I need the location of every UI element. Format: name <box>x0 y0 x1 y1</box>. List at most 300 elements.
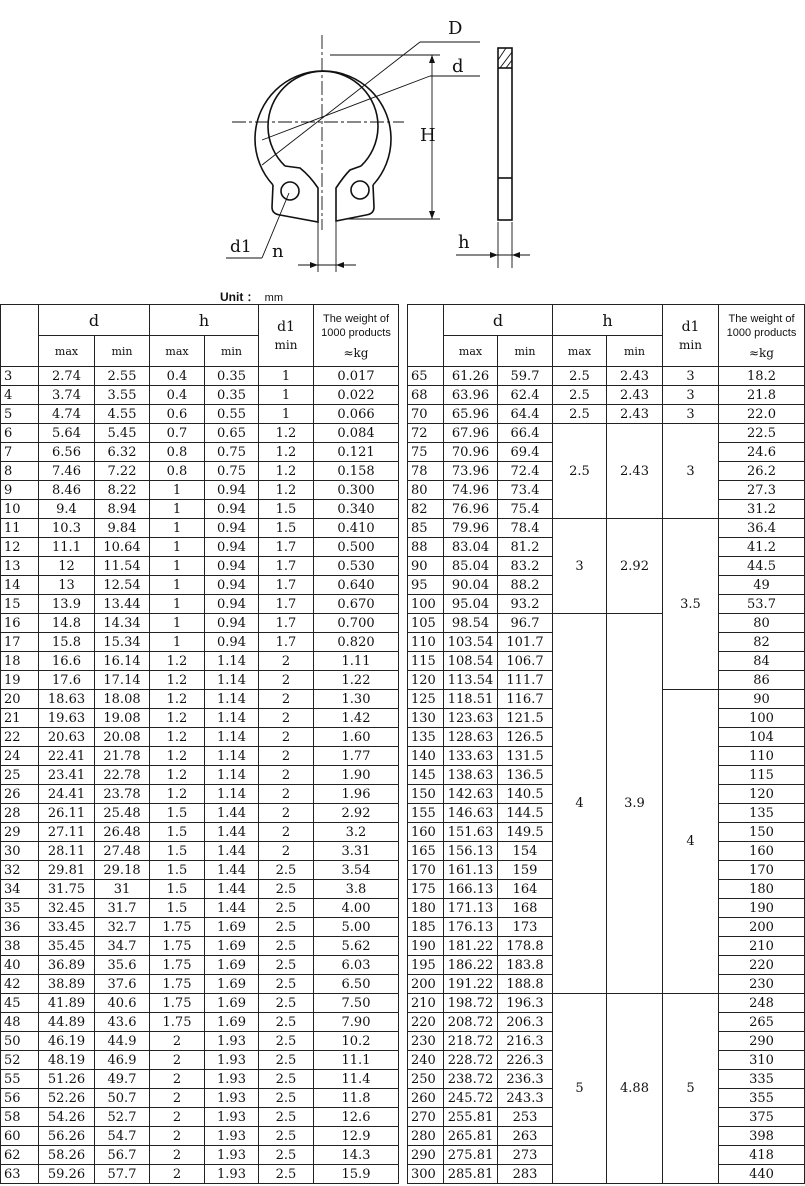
d-min-cell: 16.14 <box>95 652 150 671</box>
size-cell: 125 <box>408 690 444 709</box>
weight-cell: 44.5 <box>719 557 805 576</box>
label-D: D <box>448 18 463 39</box>
d-min-cell: 8.94 <box>95 500 150 519</box>
weight-cell: 0.500 <box>314 538 399 557</box>
d-min-cell: 131.5 <box>498 747 553 766</box>
d-min-cell: 44.9 <box>95 1032 150 1051</box>
weight-cell: 150 <box>719 823 805 842</box>
size-cell: 270 <box>408 1108 444 1127</box>
d-max-cell: 14.8 <box>39 614 95 633</box>
size-cell: 110 <box>408 633 444 652</box>
table-row <box>1 386 399 405</box>
h-min-cell: 0.35 <box>205 386 259 405</box>
h-min-cell: 1.69 <box>205 918 259 937</box>
h-min-cell: 1.14 <box>205 766 259 785</box>
d-max-cell: 22.41 <box>39 747 95 766</box>
d1-min-cell: 2.5 <box>259 1013 314 1032</box>
spec-table-right <box>407 304 805 1184</box>
h-max-cell: 1 <box>150 500 205 519</box>
weight-cell: 1.90 <box>314 766 399 785</box>
weight-cell: 3.8 <box>314 880 399 899</box>
h-min-cell: 1.44 <box>205 861 259 880</box>
table-row <box>1 842 399 861</box>
d-min-cell: 93.2 <box>498 595 553 614</box>
size-cell: 21 <box>1 709 39 728</box>
d1-min-cell: 2.5 <box>259 937 314 956</box>
d-min-cell: 64.4 <box>498 405 553 424</box>
d-min-cell: 27.48 <box>95 842 150 861</box>
h-max-cell: 1 <box>150 538 205 557</box>
size-cell: 35 <box>1 899 39 918</box>
header-weight: The weight of 1000 products ≈kg <box>719 305 805 367</box>
weight-cell: 18.2 <box>719 367 805 386</box>
d-min-cell: 40.6 <box>95 994 150 1013</box>
d-max-cell: 73.96 <box>444 462 498 481</box>
size-cell: 25 <box>1 766 39 785</box>
size-cell: 160 <box>408 823 444 842</box>
d1-min-cell: 2 <box>259 690 314 709</box>
d-max-cell: 245.72 <box>444 1089 498 1108</box>
unit-value: mm <box>264 292 283 304</box>
d-max-cell: 24.41 <box>39 785 95 804</box>
d-min-cell: 54.7 <box>95 1127 150 1146</box>
d-min-cell: 164 <box>498 880 553 899</box>
d-min-cell: 21.78 <box>95 747 150 766</box>
size-cell: 195 <box>408 956 444 975</box>
unit-label <box>220 288 283 305</box>
h-min-cell: 1.93 <box>205 1089 259 1108</box>
size-cell: 130 <box>408 709 444 728</box>
h-min-cell: 1.14 <box>205 690 259 709</box>
d-min-cell: 46.9 <box>95 1051 150 1070</box>
d1-min-cell: 2.5 <box>259 1108 314 1127</box>
weight-cell: 210 <box>719 937 805 956</box>
h-min-cell: 1.69 <box>205 994 259 1013</box>
d-max-cell: 123.63 <box>444 709 498 728</box>
h-min-cell: 1.69 <box>205 975 259 994</box>
weight-cell: 7.90 <box>314 1013 399 1032</box>
size-header <box>408 305 444 367</box>
d1-min-cell: 2 <box>259 842 314 861</box>
h-min-cell: 1.93 <box>205 1108 259 1127</box>
h-max-cell: 0.6 <box>150 405 205 424</box>
d1-min-cell: 2.5 <box>259 1032 314 1051</box>
table-row <box>1 1051 399 1070</box>
d-min-cell: 81.2 <box>498 538 553 557</box>
d1-min-cell: 5 <box>663 994 719 1184</box>
h-min-cell: 0.94 <box>205 576 259 595</box>
size-cell: 88 <box>408 538 444 557</box>
weight-cell: 418 <box>719 1146 805 1165</box>
h-max-cell: 1.5 <box>150 861 205 880</box>
d-min-cell: 31 <box>95 880 150 899</box>
h-min-cell: 2.43 <box>607 386 663 405</box>
d1-min-cell: 3.5 <box>663 519 719 690</box>
d-max-cell: 20.63 <box>39 728 95 747</box>
h-max-cell: 1.2 <box>150 747 205 766</box>
table-row <box>1 633 399 652</box>
weight-cell: 248 <box>719 994 805 1013</box>
weight-cell: 170 <box>719 861 805 880</box>
d-max-cell: 5.64 <box>39 424 95 443</box>
label-d1: d1 <box>230 237 252 257</box>
h-max-cell: 1 <box>150 595 205 614</box>
table-row <box>1 1127 399 1146</box>
size-cell: 240 <box>408 1051 444 1070</box>
size-cell: 28 <box>1 804 39 823</box>
d-max-cell: 255.81 <box>444 1108 498 1127</box>
d-min-cell: 2.55 <box>95 367 150 386</box>
d1-min-cell: 2 <box>259 728 314 747</box>
d1-min-cell: 2.5 <box>259 1127 314 1146</box>
d-max-cell: 79.96 <box>444 519 498 538</box>
weight-cell: 90 <box>719 690 805 709</box>
h-max-cell: 2 <box>150 1146 205 1165</box>
d-min-cell: 116.7 <box>498 690 553 709</box>
d-max-cell: 29.81 <box>39 861 95 880</box>
h-max-cell: 2.5 <box>553 424 607 519</box>
header-h: h <box>150 305 259 336</box>
d-min-cell: 216.3 <box>498 1032 553 1051</box>
d-min-cell: 106.7 <box>498 652 553 671</box>
d1-min-cell: 3 <box>663 386 719 405</box>
label-d: d <box>452 56 464 77</box>
d1-min-cell: 2.5 <box>259 861 314 880</box>
d-max-cell: 36.89 <box>39 956 95 975</box>
table-row <box>1 614 399 633</box>
size-cell: 300 <box>408 1165 444 1184</box>
weight-cell: 82 <box>719 633 805 652</box>
d-max-cell: 4.74 <box>39 405 95 424</box>
h-max-cell: 2.5 <box>553 367 607 386</box>
d-min-cell: 243.3 <box>498 1089 553 1108</box>
d-max-cell: 265.81 <box>444 1127 498 1146</box>
label-n: n <box>272 241 284 262</box>
d-min-cell: 154 <box>498 842 553 861</box>
table-row <box>1 709 399 728</box>
d-max-cell: 13 <box>39 576 95 595</box>
h-max-cell: 2 <box>150 1127 205 1146</box>
weight-cell: 6.50 <box>314 975 399 994</box>
weight-cell: 190 <box>719 899 805 918</box>
table-row <box>1 1032 399 1051</box>
size-cell: 63 <box>1 1165 39 1184</box>
d1-min-cell: 2 <box>259 747 314 766</box>
table-row <box>1 823 399 842</box>
d-min-cell: 206.3 <box>498 1013 553 1032</box>
d-max-cell: 58.26 <box>39 1146 95 1165</box>
d-min-cell: 7.22 <box>95 462 150 481</box>
h-max-cell: 1.5 <box>150 842 205 861</box>
size-cell: 290 <box>408 1146 444 1165</box>
h-max-cell: 1 <box>150 557 205 576</box>
table-row <box>1 690 399 709</box>
table-row <box>1 994 399 1013</box>
weight-cell: 7.50 <box>314 994 399 1013</box>
weight-cell: 120 <box>719 785 805 804</box>
table-row <box>1 538 399 557</box>
d-max-cell: 181.22 <box>444 937 498 956</box>
weight-cell: 21.8 <box>719 386 805 405</box>
d-min-cell: 72.4 <box>498 462 553 481</box>
table-row <box>1 766 399 785</box>
table-row <box>408 424 805 443</box>
table-row <box>1 956 399 975</box>
d-min-cell: 35.6 <box>95 956 150 975</box>
d-max-cell: 28.11 <box>39 842 95 861</box>
size-cell: 260 <box>408 1089 444 1108</box>
size-cell: 190 <box>408 937 444 956</box>
d1-min-cell: 1.7 <box>259 557 314 576</box>
d-max-cell: 11.1 <box>39 538 95 557</box>
d-min-cell: 15.34 <box>95 633 150 652</box>
d1-min-cell: 2.5 <box>259 975 314 994</box>
d-max-cell: 17.6 <box>39 671 95 690</box>
d1-min-cell: 1.2 <box>259 443 314 462</box>
d-min-cell: 236.3 <box>498 1070 553 1089</box>
weight-cell: 41.2 <box>719 538 805 557</box>
d-max-cell: 98.54 <box>444 614 498 633</box>
weight-cell: 0.670 <box>314 595 399 614</box>
size-cell: 36 <box>1 918 39 937</box>
d1-min-cell: 1.7 <box>259 595 314 614</box>
d-min-cell: 173 <box>498 918 553 937</box>
size-cell: 15 <box>1 595 39 614</box>
weight-cell: 0.640 <box>314 576 399 595</box>
header-d-min: min <box>95 336 150 367</box>
h-min-cell: 1.44 <box>205 880 259 899</box>
d-min-cell: 6.32 <box>95 443 150 462</box>
weight-cell: 86 <box>719 671 805 690</box>
size-cell: 58 <box>1 1108 39 1127</box>
d-max-cell: 46.19 <box>39 1032 95 1051</box>
d1-min-cell: 2.5 <box>259 1070 314 1089</box>
table-row <box>1 367 399 386</box>
d1-min-cell: 1.7 <box>259 614 314 633</box>
table-row <box>408 405 805 424</box>
size-cell: 48 <box>1 1013 39 1032</box>
size-cell: 6 <box>1 424 39 443</box>
size-cell: 38 <box>1 937 39 956</box>
d-max-cell: 218.72 <box>444 1032 498 1051</box>
weight-cell: 1.42 <box>314 709 399 728</box>
d-max-cell: 52.26 <box>39 1089 95 1108</box>
h-max-cell: 2 <box>150 1070 205 1089</box>
d-max-cell: 128.63 <box>444 728 498 747</box>
label-H: H <box>420 125 436 146</box>
d-min-cell: 25.48 <box>95 804 150 823</box>
size-cell: 72 <box>408 424 444 443</box>
d-min-cell: 34.7 <box>95 937 150 956</box>
d1-min-cell: 2 <box>259 823 314 842</box>
weight-cell: 4.00 <box>314 899 399 918</box>
size-cell: 185 <box>408 918 444 937</box>
weight-cell: 115 <box>719 766 805 785</box>
weight-cell: 104 <box>719 728 805 747</box>
size-cell: 55 <box>1 1070 39 1089</box>
size-cell: 29 <box>1 823 39 842</box>
d-max-cell: 83.04 <box>444 538 498 557</box>
size-cell: 40 <box>1 956 39 975</box>
d-max-cell: 166.13 <box>444 880 498 899</box>
table-row <box>1 519 399 538</box>
d-min-cell: 26.48 <box>95 823 150 842</box>
d-min-cell: 226.3 <box>498 1051 553 1070</box>
d-min-cell: 18.08 <box>95 690 150 709</box>
h-max-cell: 2 <box>150 1165 205 1184</box>
right-lug-hole <box>351 181 369 199</box>
d1-min-cell: 2.5 <box>259 899 314 918</box>
weight-cell: 3.31 <box>314 842 399 861</box>
size-cell: 14 <box>1 576 39 595</box>
size-cell: 82 <box>408 500 444 519</box>
h-min-cell: 1.44 <box>205 804 259 823</box>
size-cell: 90 <box>408 557 444 576</box>
h-min-cell: 0.94 <box>205 519 259 538</box>
d-min-cell: 20.08 <box>95 728 150 747</box>
d1-min-cell: 1 <box>259 405 314 424</box>
table-row <box>1 747 399 766</box>
left-lug-hole <box>281 182 299 200</box>
h-max-cell: 5 <box>553 994 607 1184</box>
d-min-cell: 17.14 <box>95 671 150 690</box>
d-min-cell: 126.5 <box>498 728 553 747</box>
d-min-cell: 3.55 <box>95 386 150 405</box>
d-max-cell: 61.26 <box>444 367 498 386</box>
size-cell: 26 <box>1 785 39 804</box>
weight-cell: 1.60 <box>314 728 399 747</box>
size-cell: 280 <box>408 1127 444 1146</box>
d-min-cell: 196.3 <box>498 994 553 1013</box>
h-min-cell: 2.43 <box>607 424 663 519</box>
d1-min-cell: 4 <box>663 690 719 994</box>
d-max-cell: 8.46 <box>39 481 95 500</box>
h-min-cell: 1.44 <box>205 842 259 861</box>
d1-min-cell: 2.5 <box>259 1089 314 1108</box>
d-min-cell: 159 <box>498 861 553 880</box>
table-row <box>408 367 805 386</box>
header-h-max: max <box>150 336 205 367</box>
h-max-cell: 1.2 <box>150 671 205 690</box>
weight-cell: 0.530 <box>314 557 399 576</box>
d-max-cell: 275.81 <box>444 1146 498 1165</box>
d-max-cell: 113.54 <box>444 671 498 690</box>
size-cell: 220 <box>408 1013 444 1032</box>
weight-cell: 10.2 <box>314 1032 399 1051</box>
weight-cell: 335 <box>719 1070 805 1089</box>
h-min-cell: 2.92 <box>607 519 663 614</box>
d-min-cell: 19.08 <box>95 709 150 728</box>
d-max-cell: 146.63 <box>444 804 498 823</box>
d-min-cell: 83.2 <box>498 557 553 576</box>
weight-cell: 84 <box>719 652 805 671</box>
table-row <box>1 804 399 823</box>
size-cell: 135 <box>408 728 444 747</box>
header-row-1 <box>408 305 805 336</box>
weight-cell: 11.1 <box>314 1051 399 1070</box>
size-cell: 52 <box>1 1051 39 1070</box>
size-cell: 18 <box>1 652 39 671</box>
header-d1: d1 min <box>663 305 719 367</box>
d1-min-cell: 2.5 <box>259 994 314 1013</box>
d-max-cell: 56.26 <box>39 1127 95 1146</box>
size-cell: 170 <box>408 861 444 880</box>
h-min-cell: 0.94 <box>205 595 259 614</box>
h-min-cell: 3.9 <box>607 614 663 994</box>
weight-cell: 1.77 <box>314 747 399 766</box>
weight-cell: 375 <box>719 1108 805 1127</box>
size-cell: 16 <box>1 614 39 633</box>
d-max-cell: 76.96 <box>444 500 498 519</box>
h-min-cell: 4.88 <box>607 994 663 1184</box>
weight-cell: 80 <box>719 614 805 633</box>
h-min-cell: 1.93 <box>205 1051 259 1070</box>
d-max-cell: 32.45 <box>39 899 95 918</box>
weight-cell: 0.300 <box>314 481 399 500</box>
d1-min-cell: 2.5 <box>259 1051 314 1070</box>
d-max-cell: 48.19 <box>39 1051 95 1070</box>
weight-cell: 1.22 <box>314 671 399 690</box>
weight-cell: 1.11 <box>314 652 399 671</box>
h-min-cell: 1.14 <box>205 709 259 728</box>
d-max-cell: 19.63 <box>39 709 95 728</box>
d1-min-cell: 1.2 <box>259 424 314 443</box>
d-max-cell: 15.8 <box>39 633 95 652</box>
weight-cell: 0.066 <box>314 405 399 424</box>
table-row <box>1 557 399 576</box>
d-max-cell: 142.63 <box>444 785 498 804</box>
d-max-cell: 67.96 <box>444 424 498 443</box>
h-max-cell: 2 <box>150 1089 205 1108</box>
h-min-cell: 0.35 <box>205 367 259 386</box>
h-min-cell: 0.94 <box>205 633 259 652</box>
size-cell: 210 <box>408 994 444 1013</box>
h-max-cell: 0.4 <box>150 367 205 386</box>
d-min-cell: 12.54 <box>95 576 150 595</box>
size-cell: 75 <box>408 443 444 462</box>
spec-table-left <box>0 304 399 1184</box>
d-min-cell: 52.7 <box>95 1108 150 1127</box>
header-h: h <box>553 305 663 336</box>
table-row <box>408 386 805 405</box>
header-d: d <box>444 305 553 336</box>
table-row <box>1 652 399 671</box>
h-max-cell: 1.5 <box>150 823 205 842</box>
size-cell: 8 <box>1 462 39 481</box>
d-min-cell: 31.7 <box>95 899 150 918</box>
h-min-cell: 0.75 <box>205 462 259 481</box>
weight-cell: 3.54 <box>314 861 399 880</box>
d-min-cell: 66.4 <box>498 424 553 443</box>
d-min-cell: 29.18 <box>95 861 150 880</box>
weight-cell: 24.6 <box>719 443 805 462</box>
d-min-cell: 149.5 <box>498 823 553 842</box>
size-cell: 5 <box>1 405 39 424</box>
d1-min-cell: 2 <box>259 804 314 823</box>
label-h: h <box>458 232 470 253</box>
h-min-cell: 0.94 <box>205 538 259 557</box>
size-cell: 70 <box>408 405 444 424</box>
h-max-cell: 1 <box>150 576 205 595</box>
size-cell: 9 <box>1 481 39 500</box>
h-max-cell: 0.8 <box>150 443 205 462</box>
weight-cell: 22.5 <box>719 424 805 443</box>
h-min-cell: 1.14 <box>205 785 259 804</box>
size-cell: 50 <box>1 1032 39 1051</box>
d1-min-cell: 2.5 <box>259 918 314 937</box>
d-min-cell: 168 <box>498 899 553 918</box>
d1-min-cell: 1.2 <box>259 462 314 481</box>
